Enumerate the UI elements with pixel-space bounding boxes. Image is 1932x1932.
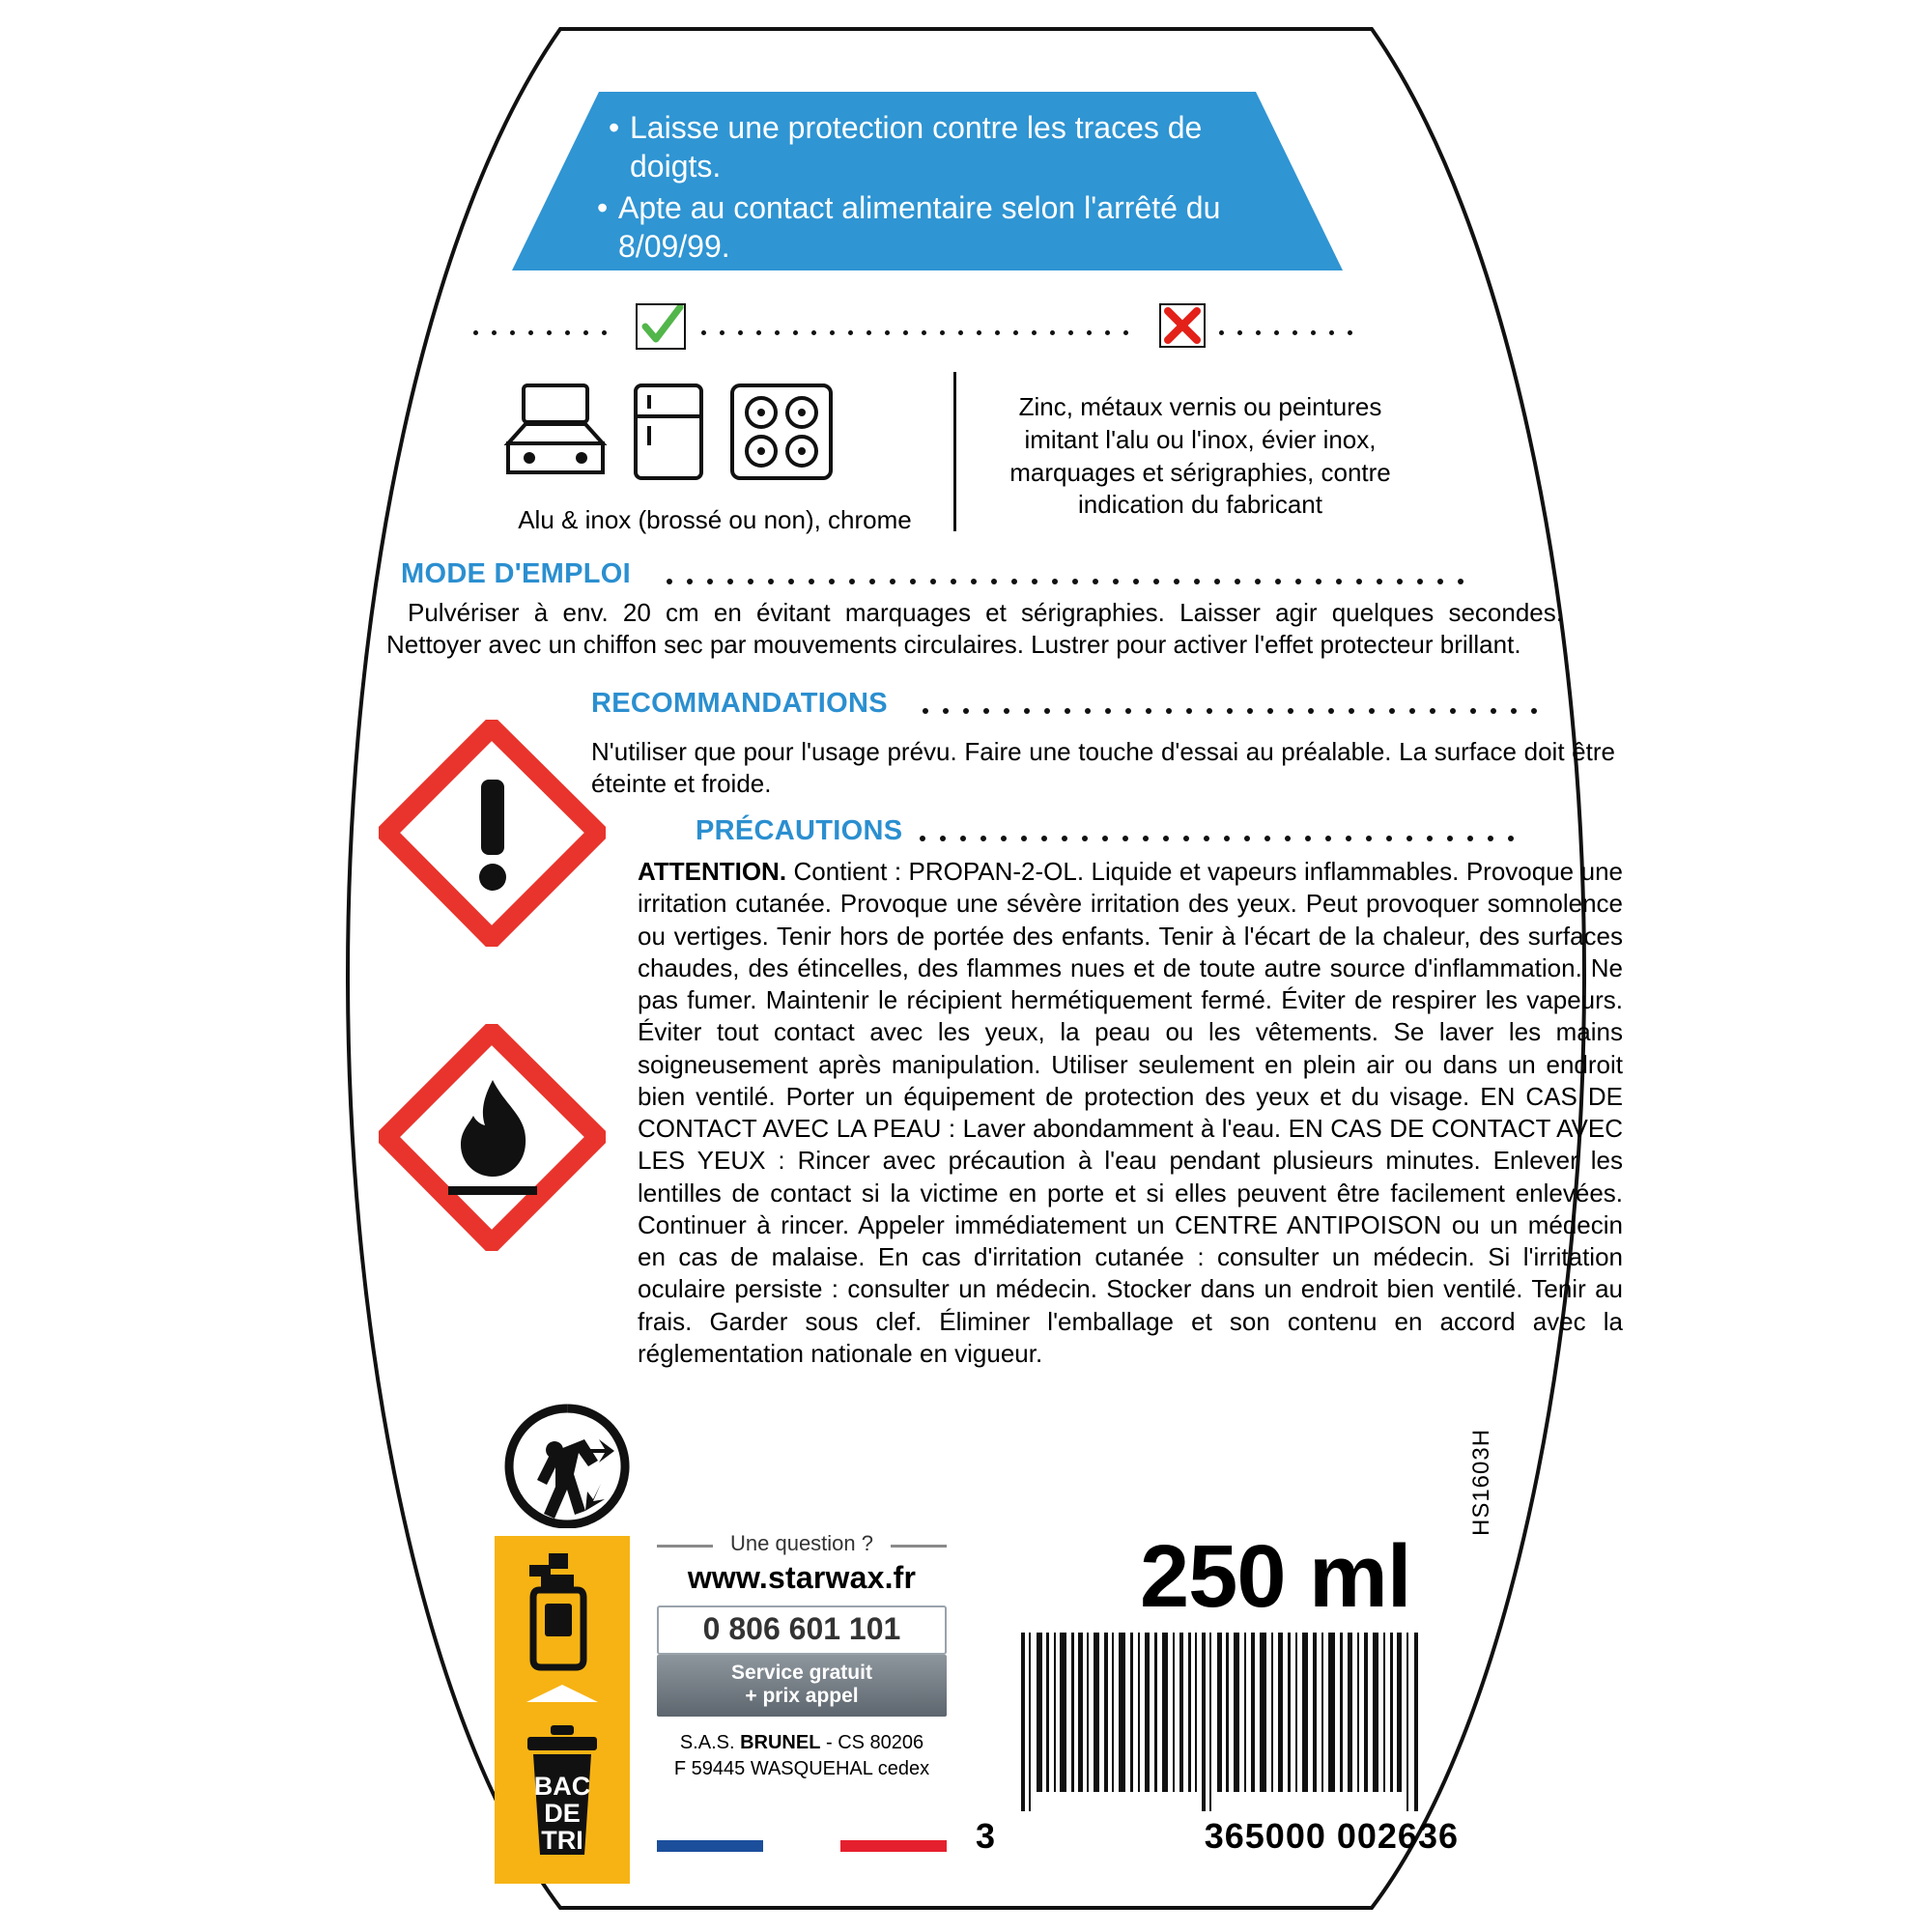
- attention-label: ATTENTION.: [638, 857, 787, 886]
- banner-line-1: Laisse une protection contre les traces de doigts.: [630, 110, 1203, 184]
- flag-bars: [657, 1840, 966, 1852]
- vertical-divider: [953, 372, 956, 531]
- service-line-1: Service gratuit: [731, 1662, 872, 1684]
- dots-right: [1219, 325, 1403, 328]
- rule-left: [657, 1545, 713, 1548]
- barcode-left-digit: 3: [976, 1816, 997, 1856]
- section-title-recommandations: RECOMMANDATIONS: [591, 688, 888, 719]
- dots-mode-emploi: [667, 572, 1555, 578]
- question-label: [657, 1531, 947, 1556]
- company-name: BRUNEL: [740, 1732, 821, 1754]
- company-line-1: [657, 1730, 947, 1756]
- product-code: HS1603H: [1468, 1428, 1494, 1536]
- svg-text:DE: DE: [544, 1799, 581, 1828]
- phone-number: 0 806 601 101: [657, 1605, 947, 1655]
- check-mark-icon: [636, 303, 686, 350]
- dots-recommandations: [923, 701, 1618, 707]
- tidyman-recycle-icon: [495, 1403, 639, 1528]
- website-link[interactable]: www.starwax.fr: [687, 1560, 917, 1595]
- highlight-banner: [512, 92, 1343, 285]
- precautions-text: [638, 856, 1623, 1370]
- barcode-main-digits: 365000 002636: [1204, 1816, 1459, 1856]
- section-title-mode-emploi: MODE D'EMPLOI: [401, 558, 631, 589]
- dots-middle: [701, 325, 1155, 328]
- company-line-2: F 59445 WASQUEHAL cedex: [673, 1758, 930, 1780]
- contact-block: [657, 1531, 947, 1782]
- barcode-digits: [976, 1816, 1459, 1857]
- dots-left: [473, 325, 628, 328]
- question-label-text: Une question ?: [730, 1531, 873, 1555]
- allowed-surfaces-caption: Alu & inox (brossé ou non), chrome: [518, 505, 912, 534]
- svg-text:TRI: TRI: [541, 1826, 583, 1855]
- rule-right: [891, 1545, 947, 1548]
- volume-text: 250 ml: [1140, 1527, 1411, 1626]
- svg-text:BAC: BAC: [533, 1772, 591, 1801]
- ghs02-flame-icon: [379, 1024, 606, 1251]
- banner-line-2: Apte au contact alimentaire selon l'arrêté du 8/09/99.: [618, 190, 1221, 265]
- banner-text: [597, 109, 1294, 270]
- section-title-precautions: PRÉCAUTIONS: [696, 815, 903, 846]
- bullet-icon: •: [609, 110, 620, 145]
- usage-divider: [473, 299, 1401, 352]
- mode-emploi-text: Pulvériser à env. 20 cm en évitant marquages et sérigraphies. Laisser agir quelques secondes. Nettoyer avec un chiffon sec par mouvements circulaires. Lustrer pour activer l'effet protecteur brillant.: [386, 598, 1563, 660]
- ghs07-exclamation-icon: [379, 720, 606, 947]
- gas-cooktop-icon: [728, 382, 835, 483]
- barcode-image: [1019, 1633, 1435, 1811]
- company-address: [657, 1730, 947, 1782]
- refrigerator-icon: [630, 382, 707, 483]
- cross-mark-icon: [1159, 303, 1206, 348]
- recommandations-text: N'utiliser que pour l'usage prévu. Faire une touche d'essai au préalable. La surface doit être éteinte et froide.: [591, 737, 1615, 799]
- range-hood-icon: [502, 382, 609, 483]
- service-line-2: + prix appel: [745, 1685, 859, 1708]
- service-note: [657, 1655, 947, 1717]
- company-suffix: - CS 80206: [820, 1732, 924, 1754]
- bullet-icon: •: [597, 190, 609, 226]
- bac-de-tri-badge: [495, 1536, 630, 1884]
- precautions-body: Contient : PROPAN-2-OL. Liquide et vapeurs inflammables. Provoque une irritation cutanée. Provoque une sévère irritation des yeux. Peut provoquer somnolence ou vertiges. Tenir hors de portée des enfants. Tenir à l'écart de la chaleur, des surfaces chaudes, des étincelles, des flammes nues et de toute autre source d'inflammation. Ne pas fumer. Maintenir le récipient hermétiquement fermé. Éviter de respirer les vapeurs. Éviter tout contact avec les yeux, la peau ou les vêtements. Se laver les mains soigneusement après manipulation. Utiliser seulement en plein air ou dans un endroit bien ventilé. Porter un équipement de protection des yeux et du visage. EN CAS DE CONTACT AVEC LA PEAU : Laver abondamment à l'eau. EN CAS DE CONTACT AVEC LES YEUX : Rincer avec précaution à l'eau pendant plusieurs minutes. Enlever les lentilles de contact si la victime en porte et si elles peuvent être facilement enlevées. Continuer à rincer. Appeler immédiatement un CENTRE ANTIPOISON ou un médecin en cas de malaise. En cas d'irritation cutanée : consulter un médecin. Si l'irritation oculaire persiste : consulter un médecin. Stocker dans un endroit bien ventilé. Tenir au frais. Garder sous clef. Éliminer l'emballage et son contenu en accord avec la réglementation nationale en vigueur.: [638, 857, 1623, 1368]
- surface-compatibility: [483, 382, 1410, 536]
- company-prefix: S.A.S.: [679, 1732, 741, 1754]
- forbidden-surfaces-text: Zinc, métaux vernis ou peintures imitant l'alu ou l'inox, évier inox, marquages et sérigraphies, contre indication du fabricant: [1009, 392, 1391, 520]
- dots-precautions: [920, 829, 1596, 835]
